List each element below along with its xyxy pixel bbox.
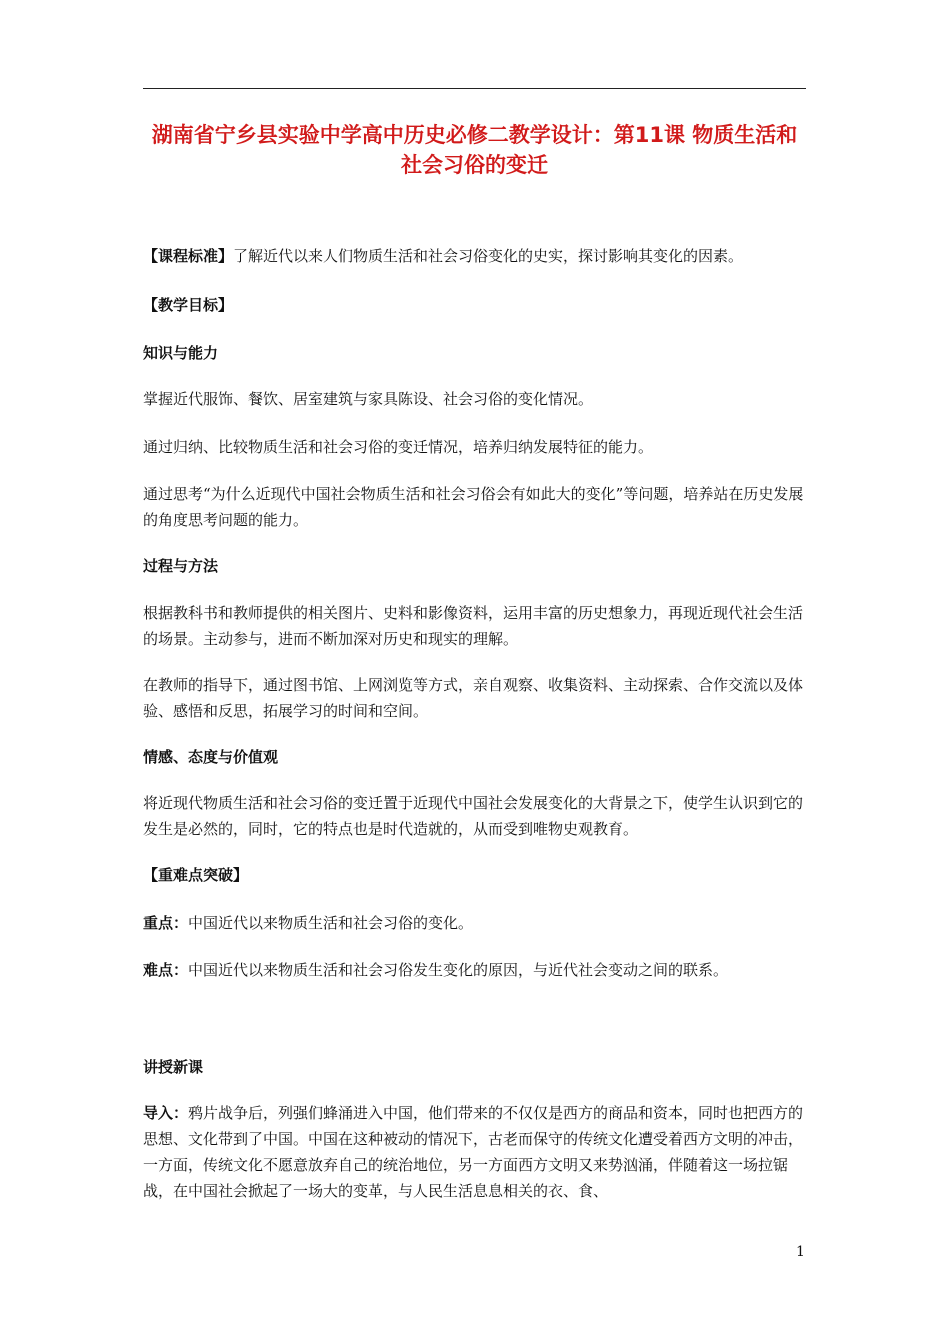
emotion-heading: 情感、态度与价值观 <box>143 748 279 766</box>
course-standard-text: 了解近代以来人们物质生活和社会习俗变化的史实，探讨影响其变化的因素。 <box>233 247 744 265</box>
knowledge-item: 通过思考“为什么近现代中国社会物质生活和社会习俗会有如此大的变化”等问题，培养站在历史发展的角度思考问题的能力。 <box>143 485 804 529</box>
key-point-label: 重点： <box>143 914 189 932</box>
process-item: 根据教科书和教师提供的相关图片、史料和影像资料，运用丰富的历史想象力，再现近现代社会生活的场景。主动参与，进而不断加深对历史和现实的理解。 <box>143 604 804 648</box>
difficult-point-label: 难点： <box>143 961 189 979</box>
difficult-point-text: 中国近代以来物质生活和社会习俗发生变化的原因，与近代社会变动之间的联系。 <box>188 961 729 979</box>
intro-text: 鸦片战争后，列强们蜂涌进入中国，他们带来的不仅仅是西方的商品和资本，同时也把西方的思想、文化带到了中国。中国在这种被动的情况下，古老而保守的传统文化遭受着西方文明的冲击，一方面，传统文化不愿意放弃自己的统治地位，另一方面西方文明又来势汹涌，伴随着这一场拉锯战，在中国社会掀起了一场大的变革，与人民生活息息相关的衣、食、 <box>143 1104 804 1200</box>
course-standard <box>143 243 806 269</box>
new-lesson-heading: 讲授新课 <box>143 1058 204 1076</box>
page-number: 1 <box>796 1244 805 1260</box>
knowledge-item: 通过归纳、比较物质生活和社会习俗的变迁情况，培养归纳发展特征的能力。 <box>143 438 654 456</box>
document-title: 湖南省宁乡县实验中学高中历史必修二教学设计：第11课 物质生活和社会习俗的变迁 <box>151 123 798 177</box>
difficult-point <box>143 957 806 983</box>
course-standard-label: 【课程标准】 <box>143 247 234 265</box>
process-heading: 过程与方法 <box>143 557 219 575</box>
teaching-goals-heading: 【教学目标】 <box>143 296 234 314</box>
intro-paragraph <box>143 1100 806 1204</box>
key-point <box>143 910 806 936</box>
knowledge-heading: 知识与能力 <box>143 344 219 362</box>
intro-label: 导入： <box>143 1104 189 1122</box>
header-rule <box>143 88 806 89</box>
key-point-text: 中国近代以来物质生活和社会习俗的变化。 <box>188 914 474 932</box>
process-item: 在教师的指导下，通过图书馆、上网浏览等方式，亲自观察、收集资料、主动探索、合作交流以及体验、感悟和反思，拓展学习的时间和空间。 <box>143 676 804 720</box>
knowledge-item: 掌握近代服饰、餐饮、居室建筑与家具陈设、社会习俗的变化情况。 <box>143 390 594 408</box>
emotion-text: 将近现代物质生活和社会习俗的变迁置于近现代中国社会发展变化的大背景之下，使学生认识到它的发生是必然的，同时，它的特点也是时代造就的，从而受到唯物史观教育。 <box>143 794 804 838</box>
key-points-heading: 【重难点突破】 <box>143 866 249 884</box>
